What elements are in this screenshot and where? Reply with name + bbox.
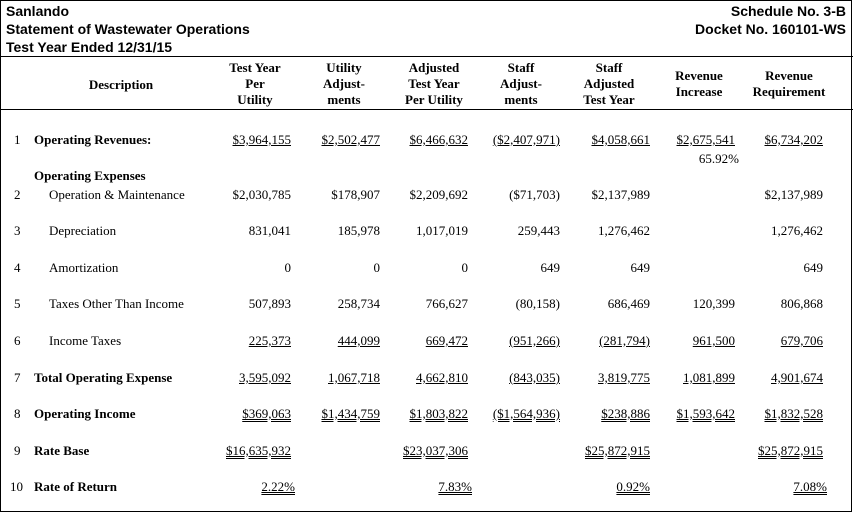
- cell-staff-adj: (80,158): [515, 296, 560, 311]
- cell-rev-increase: $1,593,642: [676, 406, 735, 421]
- cell-adjusted-ty: 1,017,019: [416, 223, 468, 238]
- section-label-operating-expenses: Operating Expenses: [34, 168, 146, 183]
- col-header-utility-adjustments: Utility Adjust- ments: [323, 60, 365, 107]
- cell-staff-adj: ($1,564,936): [492, 406, 560, 421]
- cell-adjusted-ty: 4,662,810: [416, 370, 468, 385]
- cell-test-year: $16,635,932: [226, 443, 291, 458]
- cell-test-year: $3,964,155: [232, 132, 291, 147]
- col-header-staff-adjusted-test-year: Staff Adjusted Test Year: [583, 60, 635, 107]
- cell-utility-adj: 185,978: [337, 223, 380, 238]
- cell-utility-adj: $1,434,759: [321, 406, 380, 421]
- company-name: Sanlando: [6, 3, 70, 19]
- row-label-income-taxes: Income Taxes: [49, 333, 122, 348]
- cell-test-year: $2,030,785: [232, 187, 291, 202]
- col-header-test-year: Test Year Per Utility: [229, 60, 281, 107]
- cell-rev-increase: $2,675,541: [676, 132, 735, 147]
- cell-adjusted-ty: 669,472: [425, 333, 468, 348]
- cell-rev-requirement: 7.08%: [793, 479, 827, 494]
- cell-utility-adj: 0: [373, 260, 380, 275]
- cell-utility-adj: 258,734: [337, 296, 380, 311]
- cell-rev-requirement: 4,901,674: [771, 370, 823, 385]
- row-label-rate-base: Rate Base: [34, 443, 90, 458]
- cell-rev-requirement: 1,276,462: [771, 223, 823, 238]
- cell-adjusted-ty: 7.83%: [438, 479, 472, 494]
- cell-staff-adjusted: $238,886: [601, 406, 650, 421]
- col-header-description: Description: [88, 77, 154, 92]
- col-header-adjusted-test-year: Adjusted Test Year Per Utility: [405, 60, 463, 107]
- cell-staff-adjusted: $2,137,989: [591, 187, 650, 202]
- cell-test-year: 0: [284, 260, 291, 275]
- row-label-depreciation: Depreciation: [49, 223, 117, 238]
- col-header-revenue-increase: Revenue Increase: [675, 68, 723, 99]
- cell-utility-adj: 1,067,718: [328, 370, 380, 385]
- statement-title: Statement of Wastewater Operations: [6, 21, 250, 37]
- cell-staff-adj: (843,035): [509, 370, 560, 385]
- line-number: 9: [14, 443, 21, 458]
- cell-adjusted-ty: $1,803,822: [409, 406, 468, 421]
- row-label-taxes-other: Taxes Other Than Income: [49, 296, 184, 311]
- line-number: 4: [14, 260, 21, 275]
- schedule-number: Schedule No. 3-B: [730, 3, 846, 19]
- cell-rev-requirement: $25,872,915: [758, 443, 823, 458]
- cell-rev-requirement: $2,137,989: [764, 187, 823, 202]
- col-header-staff-adjustments: Staff Adjust- ments: [500, 60, 542, 107]
- cell-adjusted-ty: 766,627: [425, 296, 468, 311]
- cell-rev-requirement: $6,734,202: [764, 132, 823, 147]
- revenue-increase-percent: 65.92%: [698, 151, 739, 166]
- cell-rev-increase: 120,399: [692, 296, 735, 311]
- cell-staff-adj: ($71,703): [509, 187, 560, 202]
- line-number: 7: [14, 370, 21, 385]
- row-label-total-operating-expense: Total Operating Expense: [34, 370, 173, 385]
- row-label-rate-of-return: Rate of Return: [34, 479, 118, 494]
- cell-adjusted-ty: $2,209,692: [409, 187, 468, 202]
- cell-staff-adjusted: 0.92%: [616, 479, 650, 494]
- header-bottom-rule: [1, 109, 853, 110]
- cell-adjusted-ty: $6,466,632: [409, 132, 468, 147]
- line-number: 8: [14, 406, 21, 421]
- cell-rev-requirement: $1,832,528: [764, 406, 823, 421]
- cell-test-year: $369,063: [242, 406, 291, 421]
- cell-test-year: 225,373: [248, 333, 291, 348]
- header-top-rule: [1, 56, 853, 57]
- cell-rev-requirement: 679,706: [780, 333, 823, 348]
- docket-number: Docket No. 160101-WS: [695, 21, 846, 37]
- line-number: 3: [14, 223, 21, 238]
- cell-staff-adjusted: (281,794): [599, 333, 650, 348]
- row-label-operating-revenues: Operating Revenues:: [34, 132, 152, 147]
- cell-test-year: 2.22%: [261, 479, 295, 494]
- row-label-operation-maintenance: Operation & Maintenance: [49, 187, 185, 202]
- row-label-amortization: Amortization: [49, 260, 119, 275]
- cell-adjusted-ty: $23,037,306: [403, 443, 468, 458]
- cell-utility-adj: $2,502,477: [321, 132, 380, 147]
- line-number: 10: [10, 479, 23, 494]
- cell-rev-increase: 961,500: [692, 333, 735, 348]
- cell-staff-adj: 259,443: [517, 223, 560, 238]
- cell-test-year: 831,041: [248, 223, 291, 238]
- cell-staff-adjusted: 686,469: [607, 296, 650, 311]
- cell-staff-adjusted: $4,058,661: [591, 132, 650, 147]
- cell-staff-adjusted: 3,819,775: [598, 370, 650, 385]
- cell-utility-adj: $178,907: [331, 187, 380, 202]
- line-number: 1: [14, 132, 21, 147]
- cell-rev-increase: 1,081,899: [683, 370, 735, 385]
- cell-staff-adjusted: 1,276,462: [598, 223, 650, 238]
- row-label-operating-income: Operating Income: [34, 406, 136, 421]
- line-number: 6: [14, 333, 21, 348]
- cell-staff-adj: (951,266): [509, 333, 560, 348]
- line-number: 5: [14, 296, 21, 311]
- line-number: 2: [14, 187, 21, 202]
- cell-test-year: 507,893: [248, 296, 291, 311]
- cell-test-year: 3,595,092: [239, 370, 291, 385]
- col-header-revenue-requirement: Revenue Requirement: [752, 68, 826, 99]
- test-year-period: Test Year Ended 12/31/15: [6, 39, 173, 55]
- cell-rev-requirement: 649: [803, 260, 823, 275]
- cell-staff-adj: 649: [540, 260, 560, 275]
- cell-adjusted-ty: 0: [461, 260, 468, 275]
- cell-staff-adjusted: $25,872,915: [585, 443, 650, 458]
- cell-utility-adj: 444,099: [337, 333, 380, 348]
- cell-rev-requirement: 806,868: [780, 296, 823, 311]
- cell-staff-adj: ($2,407,971): [492, 132, 560, 147]
- cell-staff-adjusted: 649: [630, 260, 650, 275]
